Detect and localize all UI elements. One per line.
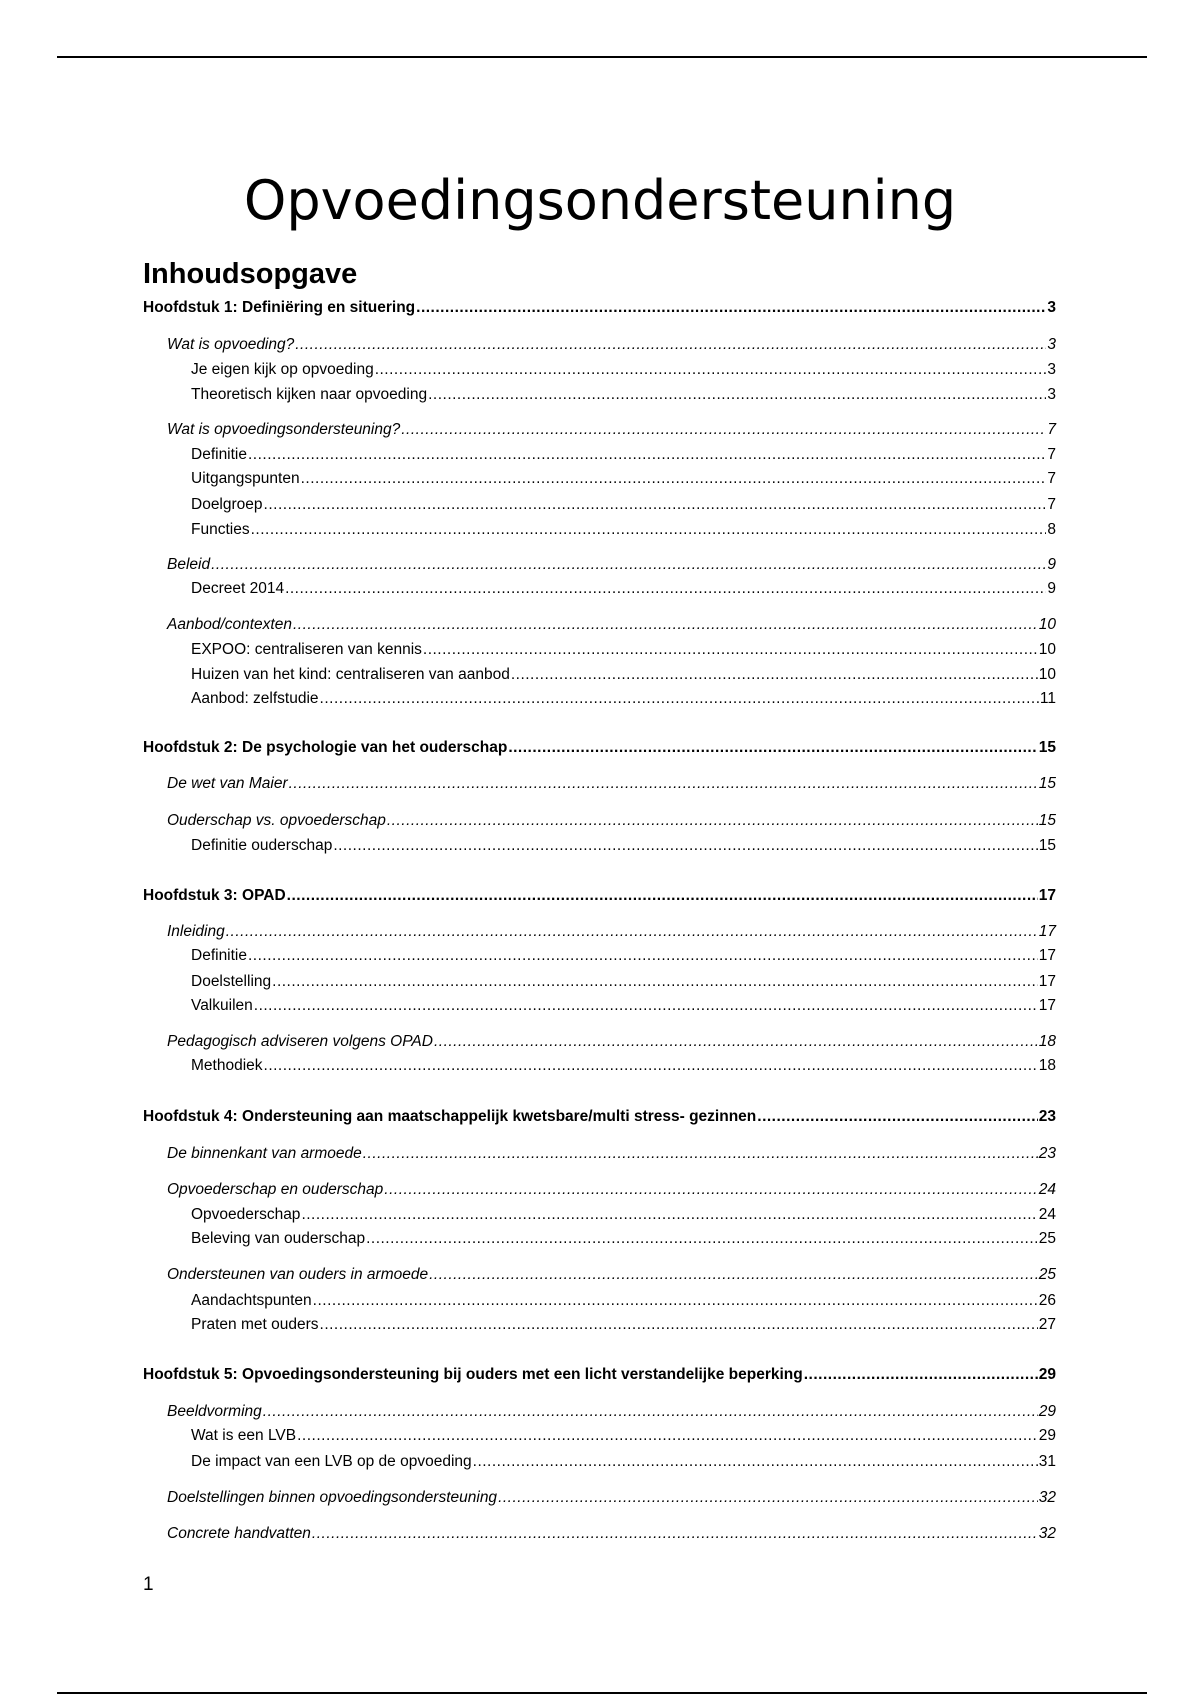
toc-entry-page: 18	[1038, 1033, 1056, 1050]
toc-entry[interactable]	[191, 1230, 1056, 1248]
toc-dot-leader	[264, 496, 1047, 514]
toc-entry-page: 31	[1038, 1453, 1056, 1470]
toc-dot-leader	[363, 1145, 1038, 1163]
toc-dot-leader	[248, 947, 1038, 965]
toc-entry-title: Theoretisch kijken naar opvoeding	[191, 386, 428, 403]
toc-entry-page: 29	[1038, 1403, 1056, 1420]
toc-dot-leader	[320, 690, 1039, 708]
toc-dot-leader	[287, 887, 1038, 905]
toc-entry-title: Aanbod: zelfstudie	[191, 690, 319, 707]
toc-entry-title: Wat is een LVB	[191, 1427, 297, 1444]
toc-dot-leader	[264, 1057, 1038, 1075]
toc-entry[interactable]	[191, 1292, 1056, 1310]
toc-entry-page: 3	[1047, 336, 1056, 353]
toc-entry[interactable]	[167, 336, 1056, 354]
toc-entry-title: Hoofdstuk 2: De psychologie van het ouderschap	[143, 739, 508, 756]
toc-entry[interactable]	[167, 1181, 1056, 1199]
toc-entry-page: 15	[1038, 837, 1056, 854]
toc-entry-page: 29	[1038, 1427, 1056, 1444]
toc-dot-leader	[226, 923, 1038, 941]
toc-dot-leader	[297, 1427, 1038, 1445]
toc-entry-page: 9	[1047, 580, 1056, 597]
toc-entry-title: Pedagogisch adviseren volgens OPAD	[167, 1033, 433, 1050]
toc-entry-page: 17	[1038, 923, 1056, 940]
toc-entry-page: 32	[1038, 1489, 1056, 1506]
toc-entry[interactable]	[191, 521, 1056, 539]
toc-entry[interactable]	[191, 470, 1056, 488]
toc-entry[interactable]	[167, 421, 1056, 439]
toc-entry-page: 10	[1038, 666, 1056, 683]
toc-entry[interactable]	[143, 299, 1056, 317]
toc-entry-page: 25	[1038, 1266, 1056, 1283]
toc-entry-title: Hoofdstuk 1: Definiëring en situering	[143, 299, 416, 316]
toc-entry-title: Beeldvorming	[167, 1403, 262, 1420]
toc-entry-title: Definitie	[191, 446, 247, 463]
toc-entry-title: Ondersteunen van ouders in armoede	[167, 1266, 429, 1283]
toc-entry-title: Huizen van het kind: centraliseren van aanbod	[191, 666, 510, 683]
toc-entry-page: 9	[1047, 556, 1056, 573]
toc-entry-page: 25	[1038, 1230, 1056, 1247]
toc-entry[interactable]	[191, 1453, 1056, 1471]
toc-dot-leader	[295, 336, 1046, 354]
toc-entry[interactable]	[143, 1108, 1056, 1126]
toc-entry-page: 7	[1047, 470, 1056, 487]
toc-entry-title: Beleid	[167, 556, 211, 573]
toc-entry-page: 17	[1038, 887, 1056, 904]
toc-entry-title: Aanbod/contexten	[167, 616, 292, 633]
toc-entry[interactable]	[191, 690, 1056, 708]
toc-entry-title: De wet van Maier	[167, 775, 288, 792]
toc-entry[interactable]	[191, 947, 1056, 965]
toc-dot-leader	[263, 1403, 1038, 1421]
toc-entry[interactable]	[167, 775, 1056, 793]
toc-entry[interactable]	[191, 666, 1056, 684]
toc-dot-leader	[301, 470, 1047, 488]
toc-entry[interactable]	[167, 1403, 1056, 1421]
toc-dot-leader	[384, 1181, 1037, 1199]
toc-entry[interactable]	[167, 1145, 1056, 1163]
toc-entry[interactable]	[167, 1489, 1056, 1507]
toc-entry-title: Beleving van ouderschap	[191, 1230, 366, 1247]
toc-dot-leader	[757, 1108, 1037, 1126]
toc-entry-title: Functies	[191, 521, 250, 538]
document-title: Opvoedingsondersteuning	[243, 169, 957, 233]
toc-entry-title: Je eigen kijk op opvoeding	[191, 361, 374, 378]
toc-entry-title: Doelstellingen binnen opvoedingsondersteuning	[167, 1489, 498, 1506]
toc-entry-title: Hoofdstuk 5: Opvoedingsondersteuning bij ouders met een licht verstandelijke beperking	[143, 1366, 803, 1383]
toc-entry[interactable]	[191, 1316, 1056, 1334]
toc-entry-title: EXPOO: centraliseren van kennis	[191, 641, 422, 658]
toc-dot-leader	[375, 361, 1047, 379]
toc-entry-page: 32	[1038, 1525, 1056, 1542]
toc-entry-page: 3	[1047, 386, 1056, 403]
toc-dot-leader	[312, 1525, 1038, 1543]
toc-entry-page: 7	[1047, 496, 1056, 513]
toc-entry-page: 17	[1038, 997, 1056, 1014]
toc-entry-page: 8	[1047, 521, 1056, 538]
toc-dot-leader	[416, 299, 1046, 317]
toc-entry[interactable]	[167, 1266, 1056, 1284]
toc-entry-title: Wat is opvoeding?	[167, 336, 295, 353]
toc-entry-title: Methodiek	[191, 1057, 263, 1074]
toc-entry-title: Praten met ouders	[191, 1316, 319, 1333]
toc-dot-leader	[293, 616, 1038, 634]
page-number: 1	[143, 1574, 154, 1595]
toc-entry[interactable]	[191, 1057, 1056, 1075]
toc-heading: Inhoudsopgave	[143, 258, 358, 291]
toc-entry-page: 26	[1038, 1292, 1056, 1309]
toc-entry-title: Definitie	[191, 947, 247, 964]
toc-dot-leader	[508, 739, 1037, 757]
toc-entry-page: 15	[1038, 775, 1056, 792]
toc-entry[interactable]	[191, 386, 1056, 404]
toc-entry[interactable]	[143, 739, 1056, 757]
toc-dot-leader	[804, 1366, 1038, 1384]
toc-entry[interactable]	[191, 496, 1056, 514]
toc-dot-leader	[254, 997, 1038, 1015]
toc-entry-page: 17	[1038, 947, 1056, 964]
toc-dot-leader	[429, 1266, 1038, 1284]
toc-entry-page: 23	[1038, 1108, 1056, 1125]
toc-entry[interactable]	[191, 1427, 1056, 1445]
toc-entry-page: 11	[1039, 690, 1056, 707]
toc-entry[interactable]	[167, 1033, 1056, 1051]
toc-entry-title: Concrete handvatten	[167, 1525, 311, 1542]
toc-dot-leader	[333, 837, 1037, 855]
toc-dot-leader	[366, 1230, 1038, 1248]
toc-entry-page: 3	[1047, 361, 1056, 378]
toc-entry-title: Ouderschap vs. opvoederschap	[167, 812, 386, 829]
toc-dot-leader	[285, 580, 1046, 598]
toc-entry-title: De impact van een LVB op de opvoeding	[191, 1453, 472, 1470]
toc-entry-page: 29	[1038, 1366, 1056, 1383]
toc-dot-leader	[401, 421, 1046, 439]
toc-entry-title: Opvoederschap en ouderschap	[167, 1181, 384, 1198]
toc-entry-page: 24	[1038, 1181, 1056, 1198]
toc-entry-page: 23	[1038, 1145, 1056, 1162]
toc-entry[interactable]	[167, 1525, 1056, 1543]
toc-entry-title: De binnenkant van armoede	[167, 1145, 362, 1162]
toc-dot-leader	[211, 556, 1046, 574]
toc-entry[interactable]	[167, 616, 1056, 634]
toc-entry-title: Aandachtspunten	[191, 1292, 312, 1309]
toc-entry[interactable]	[167, 923, 1056, 941]
toc-dot-leader	[313, 1292, 1038, 1310]
toc-entry-title: Uitgangspunten	[191, 470, 300, 487]
toc-dot-leader	[248, 446, 1046, 464]
toc-entry[interactable]	[191, 580, 1056, 598]
toc-entry-title: Inleiding	[167, 923, 225, 940]
toc-entry-page: 27	[1038, 1316, 1056, 1333]
toc-dot-leader	[301, 1206, 1037, 1224]
toc-entry-title: Doelstelling	[191, 973, 272, 990]
toc-entry-title: Valkuilen	[191, 997, 253, 1014]
toc-entry-title: Hoofdstuk 3: OPAD	[143, 887, 286, 904]
toc-entry-title: Wat is opvoedingsondersteuning?	[167, 421, 401, 438]
toc-entry-title: Decreet 2014	[191, 580, 285, 597]
toc-entry[interactable]	[191, 837, 1056, 855]
toc-entry-title: Opvoederschap	[191, 1206, 301, 1223]
toc-entry[interactable]	[191, 446, 1056, 464]
toc-entry-page: 3	[1047, 299, 1056, 316]
toc-dot-leader	[511, 666, 1038, 684]
toc-entry[interactable]	[191, 641, 1056, 659]
toc-entry[interactable]	[191, 1206, 1056, 1224]
toc-dot-leader	[272, 973, 1038, 991]
toc-entry[interactable]	[191, 973, 1056, 991]
toc-entry[interactable]	[143, 1366, 1056, 1384]
toc-entry[interactable]	[167, 556, 1056, 574]
toc-dot-leader	[473, 1453, 1038, 1471]
toc-entry-page: 10	[1038, 641, 1056, 658]
toc-entry-title: Doelgroep	[191, 496, 263, 513]
toc-entry-page: 7	[1047, 446, 1056, 463]
toc-entry-page: 17	[1038, 973, 1056, 990]
toc-dot-leader	[387, 812, 1038, 830]
toc-dot-leader	[498, 1489, 1038, 1507]
toc-dot-leader	[428, 386, 1046, 404]
toc-entry-page: 10	[1038, 616, 1056, 633]
toc-entry-page: 15	[1038, 812, 1056, 829]
toc-dot-leader	[434, 1033, 1038, 1051]
toc-entry[interactable]	[191, 361, 1056, 379]
toc-entry-page: 24	[1038, 1206, 1056, 1223]
toc-dot-leader	[251, 521, 1047, 539]
toc-dot-leader	[423, 641, 1038, 659]
toc-entry[interactable]	[167, 812, 1056, 830]
toc-entry[interactable]	[143, 887, 1056, 905]
toc-entry-title: Hoofdstuk 4: Ondersteuning aan maatschappelijk kwetsbare/multi stress- gezinnen	[143, 1108, 757, 1125]
toc-dot-leader	[289, 775, 1038, 793]
toc-entry-page: 15	[1038, 739, 1056, 756]
bottom-rule	[57, 1692, 1147, 1694]
toc-dot-leader	[320, 1316, 1038, 1334]
toc-entry-page: 18	[1038, 1057, 1056, 1074]
toc-entry[interactable]	[191, 997, 1056, 1015]
toc-entry-title: Definitie ouderschap	[191, 837, 333, 854]
toc-entry-page: 7	[1047, 421, 1056, 438]
